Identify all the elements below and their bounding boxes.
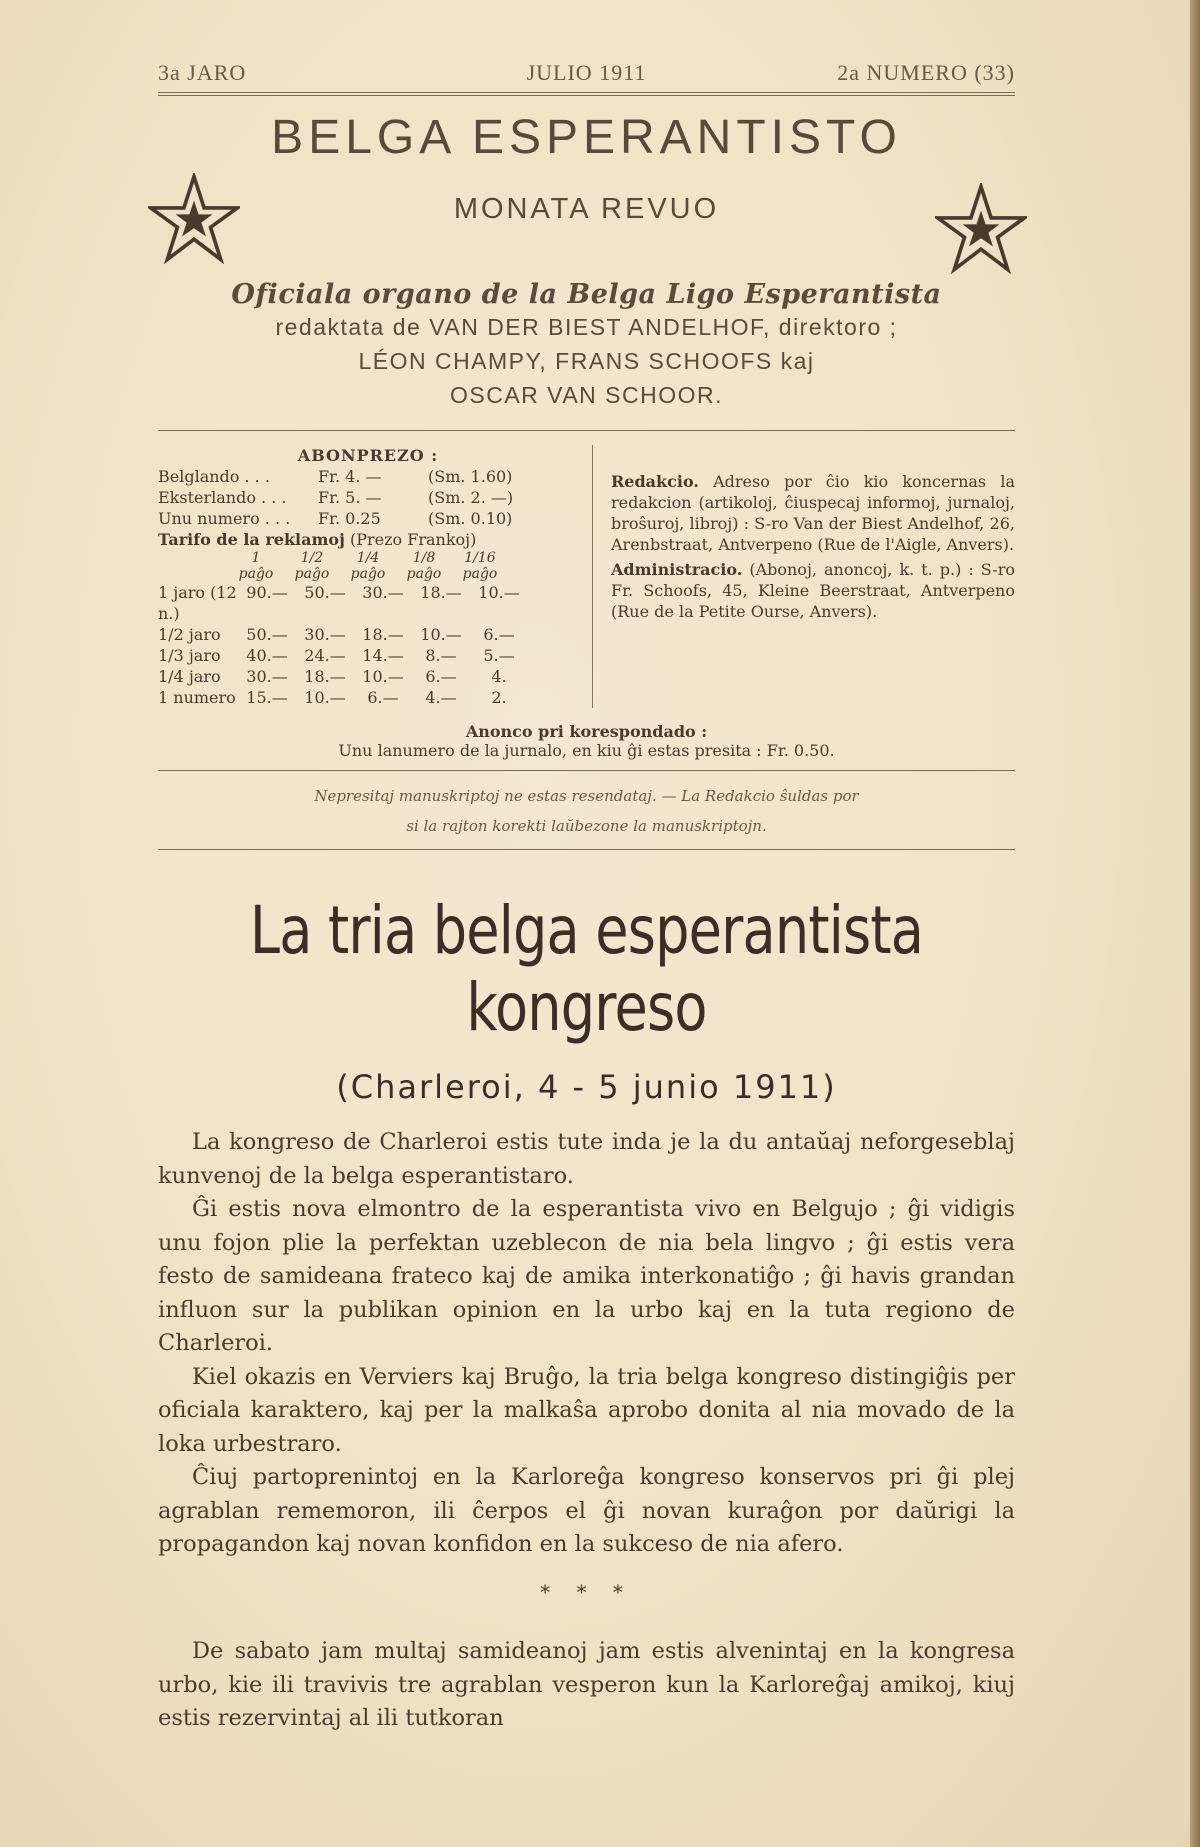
- ads-row-label: 1/4 jaro: [158, 667, 221, 686]
- info-columns: [158, 445, 1015, 708]
- ads-cell: 10.—: [420, 625, 462, 644]
- article-title: La tria belga esperantista kongreso: [249, 892, 924, 1046]
- ads-row: [158, 624, 578, 645]
- ads-row-label: 1/2 jaro: [158, 625, 221, 644]
- ads-column-fractions: [158, 550, 578, 566]
- ads-cell: 5.—: [483, 646, 515, 665]
- redaction-label: Redakcio.: [611, 472, 699, 491]
- issue-volume: 3a JARO: [158, 60, 247, 85]
- star-icon: [935, 183, 1027, 275]
- article-paragraph: Ĝi estis nova elmontro de la esperantista vivo en Belgujo ; ĝi vidigis unu fojon plie la perfektan uzeblecon de nia bela lingvo ; ĝi estis vera festo de samideana frateco kaj de amika interkonatiĝo ; ĝi havis grandan influon sur la publikan opinion en la urbo kaj en la tuta regiono de Charleroi.: [158, 1196, 1015, 1356]
- ads-column-unit: paĝo: [406, 566, 442, 582]
- ads-cell: 10.—: [304, 688, 346, 707]
- price-row: [158, 466, 578, 487]
- editors-block: [158, 310, 1015, 412]
- price-value: Fr. 5. —: [318, 488, 382, 507]
- ads-cell: 8.—: [425, 646, 457, 665]
- article-body: [158, 1126, 1015, 1736]
- editors-line: OSCAR VAN SCHOOR.: [450, 382, 723, 408]
- price-label: Eksterlando . . .: [158, 488, 287, 507]
- administration-block: [611, 559, 1015, 622]
- ads-row-label: 1 jaro (12 n.): [158, 583, 237, 623]
- manuscript-notice: [158, 781, 1015, 841]
- ads-cell: 30.—: [246, 667, 288, 686]
- ads-cell: 30.—: [304, 625, 346, 644]
- section-rule: [158, 849, 1015, 850]
- price-label: Belglando . . .: [158, 467, 270, 486]
- ads-row-label: 1/3 jaro: [158, 646, 221, 665]
- subhead-row: [158, 171, 1015, 271]
- ads-cell: 10.—: [362, 667, 404, 686]
- ads-column-unit: paĝo: [462, 566, 498, 582]
- price-note: (Sm. 2. —): [428, 488, 514, 507]
- ads-cell: 14.—: [362, 646, 404, 665]
- ads-cell: 6.—: [483, 625, 515, 644]
- price-note: (Sm. 1.60): [428, 467, 513, 486]
- ads-column: 1/4: [356, 550, 380, 566]
- subscription-title: ABONPREZO :: [297, 446, 439, 465]
- price-row: [158, 487, 578, 508]
- ads-cell: 6.—: [367, 688, 399, 707]
- price-note: (Sm. 0.10): [428, 509, 513, 528]
- editors-line: redaktata de VAN DER BIEST ANDELHOF, direktoro ;: [275, 314, 898, 340]
- ads-cell: 24.—: [304, 646, 346, 665]
- ads-row: [158, 687, 578, 708]
- ads-cell: 2.: [491, 688, 507, 707]
- administration-text: (Abonoj, anoncoj, k. t. p.) : S-ro Fr. Schoofs, 45, Kleine Beerstraat, Antverpeno (Rue de la Petite Ourse, Anvers).: [611, 560, 1015, 621]
- notice-line: si la rajton korekti laŭbezone la manuskriptojn.: [406, 817, 767, 835]
- notice-line: Nepresitaj manuskriptoj ne estas resendataj. — La Redakcio ŝuldas por: [314, 787, 859, 805]
- ads-title-line: [158, 529, 578, 550]
- correspondence-title: Anonco pri korespondado :: [465, 722, 708, 741]
- redaction-block: [611, 471, 1015, 555]
- ads-cell: 50.—: [304, 583, 346, 602]
- contact-column: [593, 445, 1015, 708]
- ads-row: [158, 645, 578, 666]
- ads-column: 1/16: [464, 550, 496, 566]
- editors-line: LÉON CHAMPY, FRANS SCHOOFS kaj: [358, 348, 815, 374]
- correspondence-block: [158, 722, 1015, 760]
- ads-cell: 40.—: [246, 646, 288, 665]
- redaction-text: Adreso por ĉio kio koncernas la redakcion (artikoloj, ĉiuspecaj informoj, jurnaloj, broŝuroj, libroj) : S-ro Van der Biest Andelhof, 26, Arenbstraat, Antverpeno (Rue de l'Aigle, Anvers).: [611, 472, 1015, 554]
- ads-title-note: (Prezo Frankoj): [349, 530, 477, 549]
- article-paragraph: La kongreso de Charleroi estis tute inda je la du antaŭaj neforgeseblaj kunvenoj de la belga esperantistaro.: [158, 1129, 1015, 1189]
- correspondence-text: Unu lanumero de la jurnalo, en kiu ĝi estas presita : Fr. 0.50.: [338, 741, 835, 760]
- ads-cell: 18.—: [420, 583, 462, 602]
- price-value: Fr. 0.25: [318, 509, 381, 528]
- journal-title: BELGA ESPERANTISTO: [271, 111, 902, 164]
- section-rule: [158, 430, 1015, 431]
- article-paragraph: Ĉiuj partoprenintoj en la Karloreĝa kongreso konservos pri ĝi plej agrablan rememoron, ili ĉerpos el ĝi novan kuraĝon por daŭrigi la propagandon kaj novan konfidon en la sukceso de nia afero.: [158, 1464, 1015, 1557]
- ads-column: 1: [251, 550, 261, 566]
- header-rule: [158, 92, 1015, 96]
- price-row: [158, 508, 578, 529]
- ads-column: 1/8: [412, 550, 436, 566]
- ads-cell: 50.—: [246, 625, 288, 644]
- ads-column: 1/2: [300, 550, 324, 566]
- article-subtitle: (Charleroi, 4 - 5 junio 1911): [336, 1068, 837, 1106]
- issue-header: [158, 60, 1015, 86]
- ads-column-unit: paĝo: [294, 566, 330, 582]
- ads-cell: 15.—: [246, 688, 288, 707]
- ads-column-units: [158, 566, 578, 582]
- ads-cell: 90.—: [246, 583, 288, 602]
- price-value: Fr. 4. —: [318, 467, 382, 486]
- article-paragraph: Kiel okazis en Verviers kaj Bruĝo, la tria belga kongreso distingiĝis per oficiala karaktero, kaj per la malkaŝa aprobo donita al nia movado de la loka urbestraro.: [158, 1363, 1015, 1457]
- page-content: [158, 60, 1015, 1736]
- administration-label: Administracio.: [611, 560, 743, 579]
- ads-cell: 4.—: [425, 688, 457, 707]
- ads-row: [158, 666, 578, 687]
- price-label: Unu numero . . .: [158, 509, 291, 528]
- ads-cell: 4.: [491, 667, 507, 686]
- ads-cell: 30.—: [362, 583, 404, 602]
- ads-cell: 10.—: [478, 583, 520, 602]
- ads-cell: 6.—: [425, 667, 457, 686]
- ads-cell: 18.—: [304, 667, 346, 686]
- article-paragraph: De sabato jam multaj samideanoj jam estis alvenintaj en la kongresa urbo, kie ili travivis tre agrablan vesperon kun la Karloreĝaj amikoj, kiuj estis rezervintaj al ili tutkoran: [158, 1638, 1015, 1731]
- ads-cell: 18.—: [362, 625, 404, 644]
- issue-date: JULIO 1911: [526, 60, 647, 85]
- book-binding-edge: [1190, 0, 1200, 1847]
- ads-row-label: 1 numero: [158, 688, 236, 707]
- section-rule: [158, 770, 1015, 771]
- official-organ-line: Oficiala organo de la Belga Ligo Esperantista: [231, 279, 942, 310]
- journal-subtitle: MONATA REVUO: [453, 193, 720, 225]
- issue-number: 2a NUMERO (33): [837, 60, 1015, 85]
- section-ornament: * * *: [540, 1579, 633, 1604]
- pricing-column: [158, 445, 593, 708]
- ads-title: Tarifo de la reklamoj: [158, 530, 345, 549]
- ads-row: [158, 582, 578, 624]
- ads-column-unit: paĝo: [238, 566, 274, 582]
- ads-column-unit: paĝo: [350, 566, 386, 582]
